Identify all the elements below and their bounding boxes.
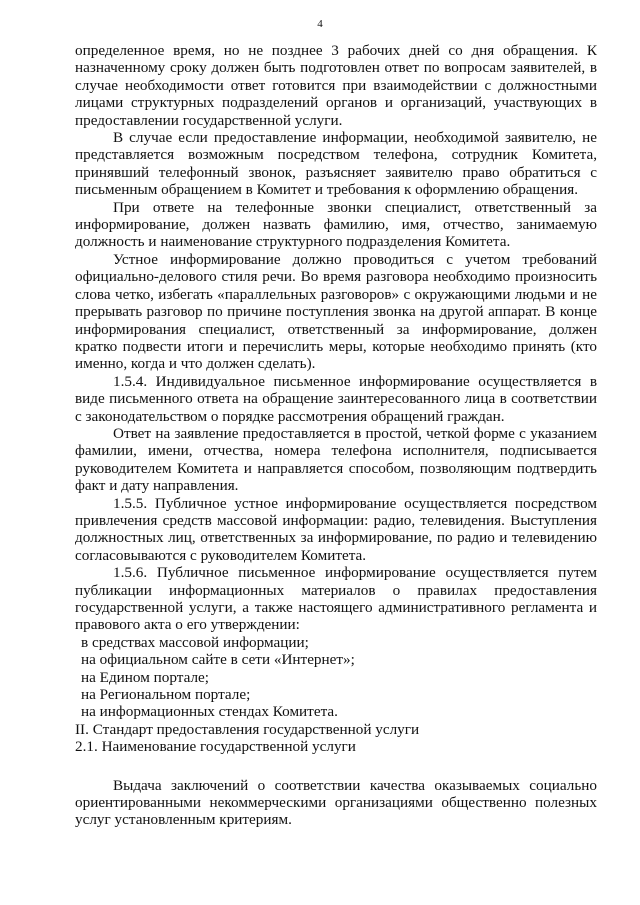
paragraph-1-5-4: 1.5.4. Индивидуальное письменное информирование осуществляется в виде письменного ответа на обращение заинтересованного лица в соответствии с законодательством о порядке рассмотрения обращений граждан. <box>75 372 597 425</box>
paragraph-phone-answer: При ответе на телефонные звонки специалист, ответственный за информирование, должен назвать фамилию, имя, отчество, занимаемую должность и наименование структурного подразделения Комитета. <box>75 198 597 251</box>
page-number: 4 <box>317 18 323 30</box>
list-item: на Едином портале; <box>81 668 209 686</box>
list-item: на информационных стендах Комитета. <box>81 703 338 721</box>
section-heading: II. Стандарт предоставления государственной услуги <box>75 720 420 738</box>
paragraph-written-answer: Ответ на заявление предоставляется в простой, четкой форме с указанием фамилии, имени, отчества, номера телефона исполнителя, подписывается руководителем Комитета и направляется способом, позволяющим подтвердить факт и дату направления. <box>75 424 597 495</box>
subsection-heading: 2.1. Наименование государственной услуги <box>75 738 356 756</box>
paragraph-response-deadline: определенное время, но не позднее 3 рабочих дней со дня обращения. К назначенному сроку должен быть подготовлен ответ по вопросам заявителей, в случае необходимости ответ готовится при взаимодействии с должностными лицами структурных подразделений органов и организаций, участвующих в предоставлении государственной услуги. <box>75 42 597 129</box>
document-body <box>75 42 597 829</box>
paragraph-service-name: Выдача заключений о соответствии качества оказываемых социально ориентированными некоммерческими организациями общественно полезных услуг установленным критериям. <box>75 776 597 829</box>
list-item: на Региональном портале; <box>81 686 251 704</box>
list-item: на официальном сайте в сети «Интернет»; <box>81 651 355 669</box>
list-item: в средствах массовой информации; <box>81 633 309 651</box>
paragraph-1-5-6: 1.5.6. Публичное письменное информирование осуществляется путем публикации информационных материалов о правилах предоставления государственной услуги, а также настоящего административного регламента и правового акта о его утверждении: <box>75 564 597 634</box>
publication-channels-list <box>75 634 597 721</box>
paragraph-phone-limitations: В случае если предоставление информации, необходимой заявителю, не представляется возможным посредством телефона, сотрудник Комитета, принявший телефонный звонок, разъясняет заявителю право обратиться с письменным обращением в Комитет и требования к оформлению обращения. <box>75 129 597 199</box>
paragraph-1-5-5: 1.5.5. Публичное устное информирование осуществляется посредством привлечения средств массовой информации: радио, телевидения. Выступления должностных лиц, ответственных за информирование, по радио и телевидению согласовываются с руководителем Комитета. <box>75 494 597 564</box>
paragraph-oral-informing: Устное информирование должно проводиться с учетом требований официально-делового стиля речи. Во время разговора необходимо произносить слова четко, избегать «параллельных разговоров» с окружающими людьми и не прерывать разговор по причине поступления звонка на другой аппарат. В конце информирования специалист, ответственный за информирование, должен кратко подвести итоги и перечислить меры, которые необходимо принять (кто именно, когда и что должен сделать). <box>75 250 597 373</box>
